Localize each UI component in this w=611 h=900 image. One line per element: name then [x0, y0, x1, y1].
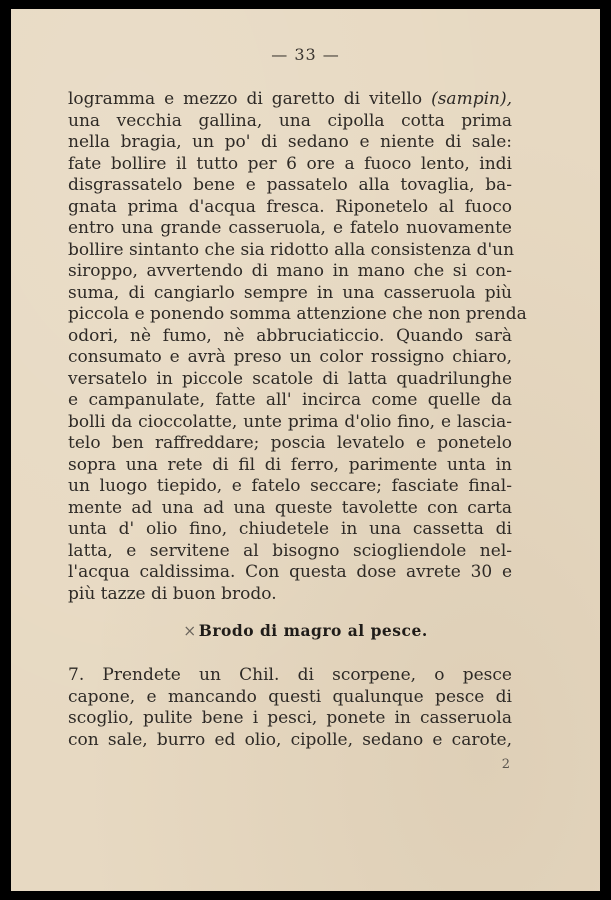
text-line: [68, 390, 512, 412]
text-line: [68, 304, 527, 326]
text-line: [68, 584, 512, 606]
recipe-heading: [11, 621, 600, 640]
text-line-content: piccola e ponendo somma attenzione che non prenda: [68, 304, 527, 324]
paragraph-recipe-continuation: [68, 89, 527, 605]
text-line: [68, 541, 512, 563]
text-line: [68, 239, 515, 262]
text-line-content: gnata prima d'acqua fresca. Riponetelo al fuoco: [68, 196, 512, 217]
text-line-content: sopra una rete di fil di ferro, parimente unta in: [68, 454, 512, 475]
text-line: [68, 412, 512, 434]
text-line-content: l'acqua caldissima. Con questa dose avrete 30 e: [68, 562, 512, 582]
text-line: [68, 175, 512, 197]
text-line-content: fate bollire il tutto per 6 ore a fuoco lento, indi: [68, 153, 512, 174]
text-line-content: siroppo, avvertendo di mano in mano che si con-: [68, 261, 512, 281]
text-line: [68, 687, 512, 709]
text-line: [68, 433, 512, 455]
text-line-content: bolli da cioccolatte, unte prima d'olio fino, e lascia-: [68, 411, 512, 432]
text-line: [68, 197, 512, 219]
text-line: [68, 283, 512, 305]
italic-term: (sampin),: [431, 89, 512, 109]
text-line-content: capone, e mancando questi qualunque pesce di: [68, 686, 512, 707]
text-line-content: e campanulate, fatte all' incirca come quelle da: [68, 390, 512, 410]
text-line: [68, 347, 512, 369]
text-line-content: odori, nè fumo, nè abbruciaticcio. Quando sarà: [68, 325, 512, 346]
text-line: [68, 326, 512, 348]
text-line: [68, 519, 512, 541]
text-line: [68, 369, 512, 391]
text-line-content: un luogo tiepido, e fatelo seccare; fasciate final-: [68, 476, 512, 496]
text-line-content: una vecchia gallina, una cipolla cotta prima: [68, 110, 512, 131]
text-line-content: unta d' olio fino, chiudetele in una cassetta di: [68, 519, 512, 539]
text-line-content: bollire sintanto che sia ridotto alla consistenza d'un: [68, 239, 515, 260]
text-line: [68, 476, 512, 498]
text-line-content: disgrassatelo bene e passatelo alla tovaglia, ba-: [68, 175, 512, 195]
text-line: [68, 261, 512, 283]
text-line-content: consumato e avrà preso un color rossigno chiaro,: [68, 347, 512, 367]
text-line-content: mente ad una ad una queste tavolette con carta: [68, 497, 512, 518]
text-line-content: latta, e servitene al bisogno sciogliendole nel-: [68, 540, 512, 561]
text-line: [68, 562, 512, 584]
text-line: [68, 498, 512, 520]
text-line: [68, 708, 512, 730]
text-line: [68, 132, 512, 154]
text-line-content: nella bragia, un po' di sedano e niente di sale:: [68, 132, 512, 152]
text-line-content: entro una grande casseruola, e fatelo nuovamente: [68, 218, 512, 238]
text-line: [68, 665, 512, 687]
text-line: [68, 89, 512, 111]
text-line-content: telo ben raffreddare; poscia levatelo e ponetelo: [68, 433, 512, 453]
signature-mark: 2: [501, 757, 510, 772]
text-line: [68, 218, 512, 240]
text-line: [68, 455, 512, 477]
text-line-content: scoglio, pulite bene i pesci, ponete in casseruola: [68, 708, 512, 728]
text-line-content: più tazze di buon brodo.: [68, 583, 277, 604]
text-line-content: con sale, burro ed olio, cipolle, sedano e carote,: [68, 729, 512, 750]
heading-text: Brodo di magro al pesce.: [198, 621, 428, 640]
text-line-content: versatelo in piccole scatole di latta quadrilunghe: [68, 368, 512, 389]
text-line-content: suma, di cangiarlo sempre in una casseruola più: [68, 282, 512, 303]
text-line: [68, 730, 512, 752]
heading-mark: ×: [183, 622, 197, 640]
text-line: [68, 154, 512, 176]
text-line-content: 7. Prendete un Chil. di scorpene, o pesce: [68, 665, 512, 685]
text-line: [68, 111, 512, 133]
book-page: [11, 9, 600, 891]
paragraph-recipe-7: [68, 665, 512, 751]
page-number: — 33 —: [271, 45, 340, 64]
text-line-content: logramma e mezzo di garetto di vitello: [68, 89, 432, 109]
